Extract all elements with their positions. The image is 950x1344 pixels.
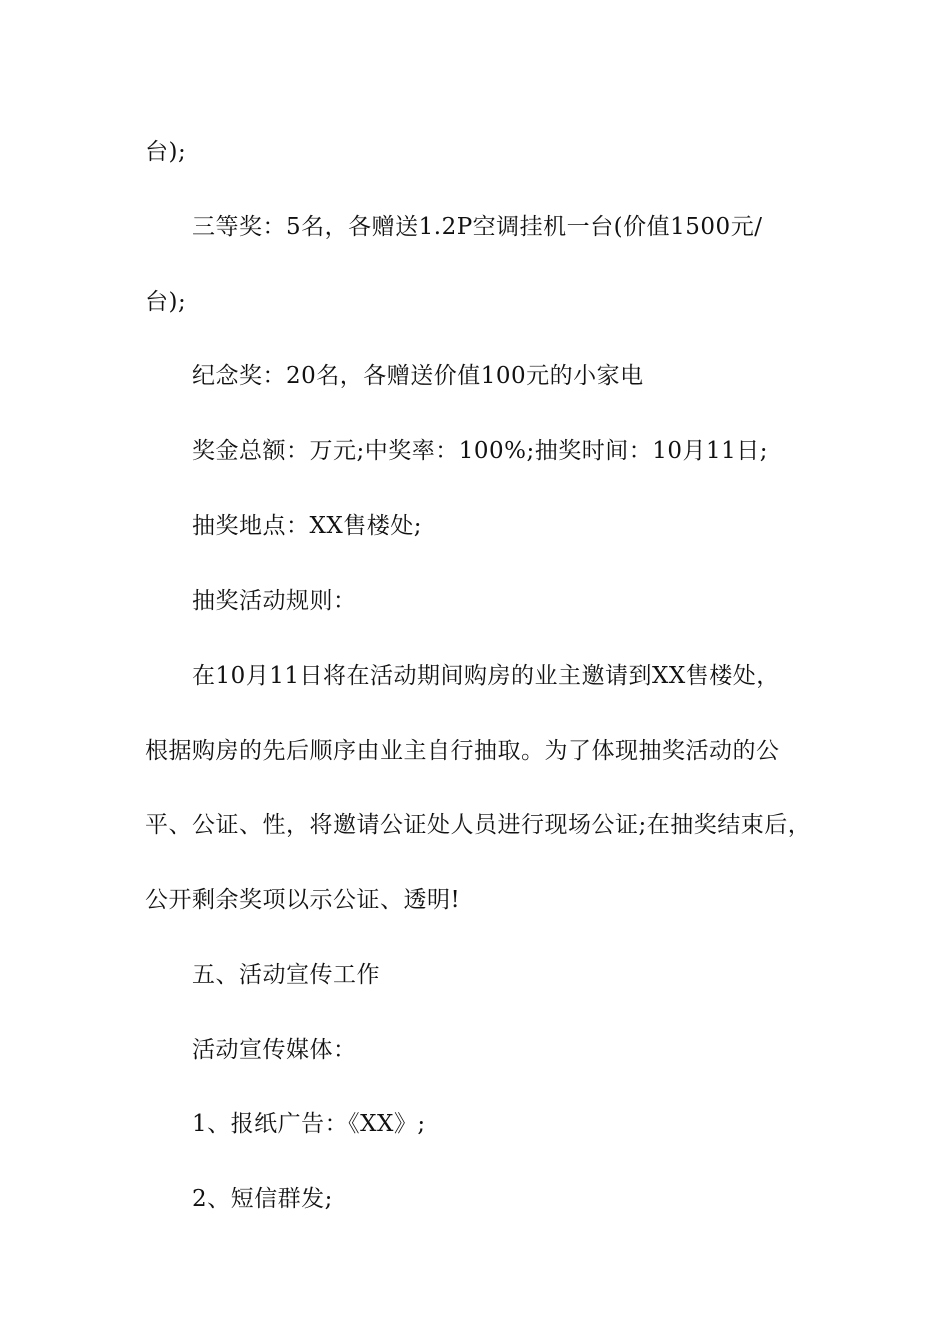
- text-line-prize-unit-end: 台);: [145, 139, 187, 165]
- text-line-rules-paragraph-1: 在10月11日将在活动期间购房的业主邀请到XX售楼处，: [192, 663, 780, 689]
- text-line-rules-paragraph-4: 公开剩余奖项以示公证、透明!: [145, 887, 461, 913]
- text-line-third-prize: 三等奖：5名，各赠送1.2P空调挂机一台(价值1500元/: [192, 214, 763, 240]
- text-line-third-prize-end: 台);: [145, 289, 187, 315]
- list-item-newspaper-ad: 1、报纸广告：《XX》;: [192, 1111, 426, 1137]
- text-line-rules-paragraph-3: 平、公证、性，将邀请公证处人员进行现场公证;在抽奖结束后，: [145, 812, 812, 838]
- list-item-sms: 2、短信群发;: [192, 1186, 333, 1212]
- text-line-media-heading: 活动宣传媒体：: [192, 1037, 357, 1063]
- text-line-prize-total: 奖金总额：万元;中奖率：100%;抽奖时间：10月11日;: [192, 438, 769, 464]
- text-line-rules-heading: 抽奖活动规则：: [192, 588, 357, 614]
- text-line-draw-location: 抽奖地点：XX售楼处;: [192, 513, 422, 539]
- section-heading-promotion: 五、活动宣传工作: [192, 962, 380, 988]
- text-line-souvenir-prize: 纪念奖：20名，各赠送价值100元的小家电: [192, 363, 644, 389]
- text-line-rules-paragraph-2: 根据购房的先后顺序由业主自行抽取。为了体现抽奖活动的公: [145, 738, 780, 764]
